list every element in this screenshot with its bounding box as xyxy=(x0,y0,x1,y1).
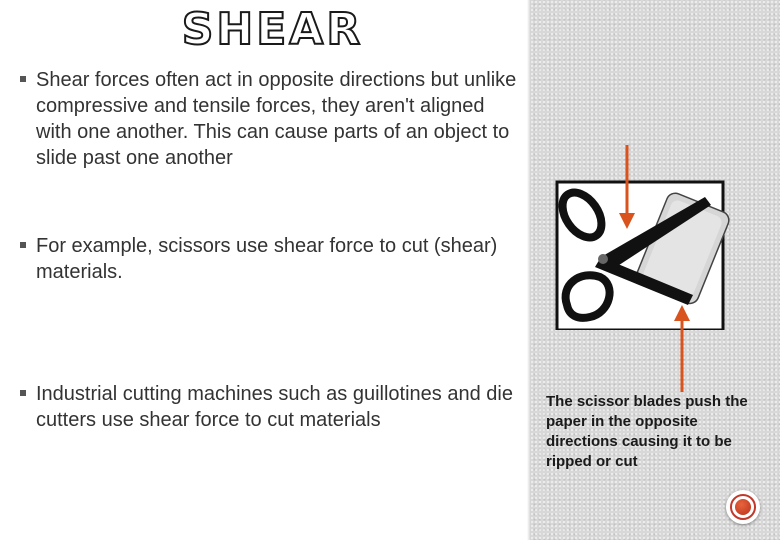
bullet-text: Industrial cutting machines such as guillotines and die cutters use shear force to cut materials xyxy=(36,383,513,431)
bullet-marker-icon xyxy=(20,242,26,248)
next-slide-button[interactable] xyxy=(726,490,760,524)
bullet-text: Shear forces often act in opposite directions but unlike compressive and tensile forces, they aren't aligned with one another. This can cause parts of an object to slide past one another xyxy=(36,69,517,169)
panel-divider xyxy=(527,0,531,540)
slide-title: SHEAR xyxy=(181,4,364,55)
pivot-screw xyxy=(598,254,608,264)
bullet-industrial-machines xyxy=(20,381,520,433)
scissors-cutting-paper-icon xyxy=(555,145,780,330)
next-slide-icon-core xyxy=(735,499,751,515)
illustration-caption: The scissor blades push the paper in the opposite directions causing it to be ripped or cut xyxy=(546,393,748,470)
bullet-marker-icon xyxy=(20,390,26,396)
bullet-marker-icon xyxy=(20,76,26,82)
bullet-scissors-example xyxy=(20,233,520,285)
bullet-shear-definition xyxy=(20,67,520,171)
bullet-text: For example, scissors use shear force to cut (shear) materials. xyxy=(36,235,498,283)
